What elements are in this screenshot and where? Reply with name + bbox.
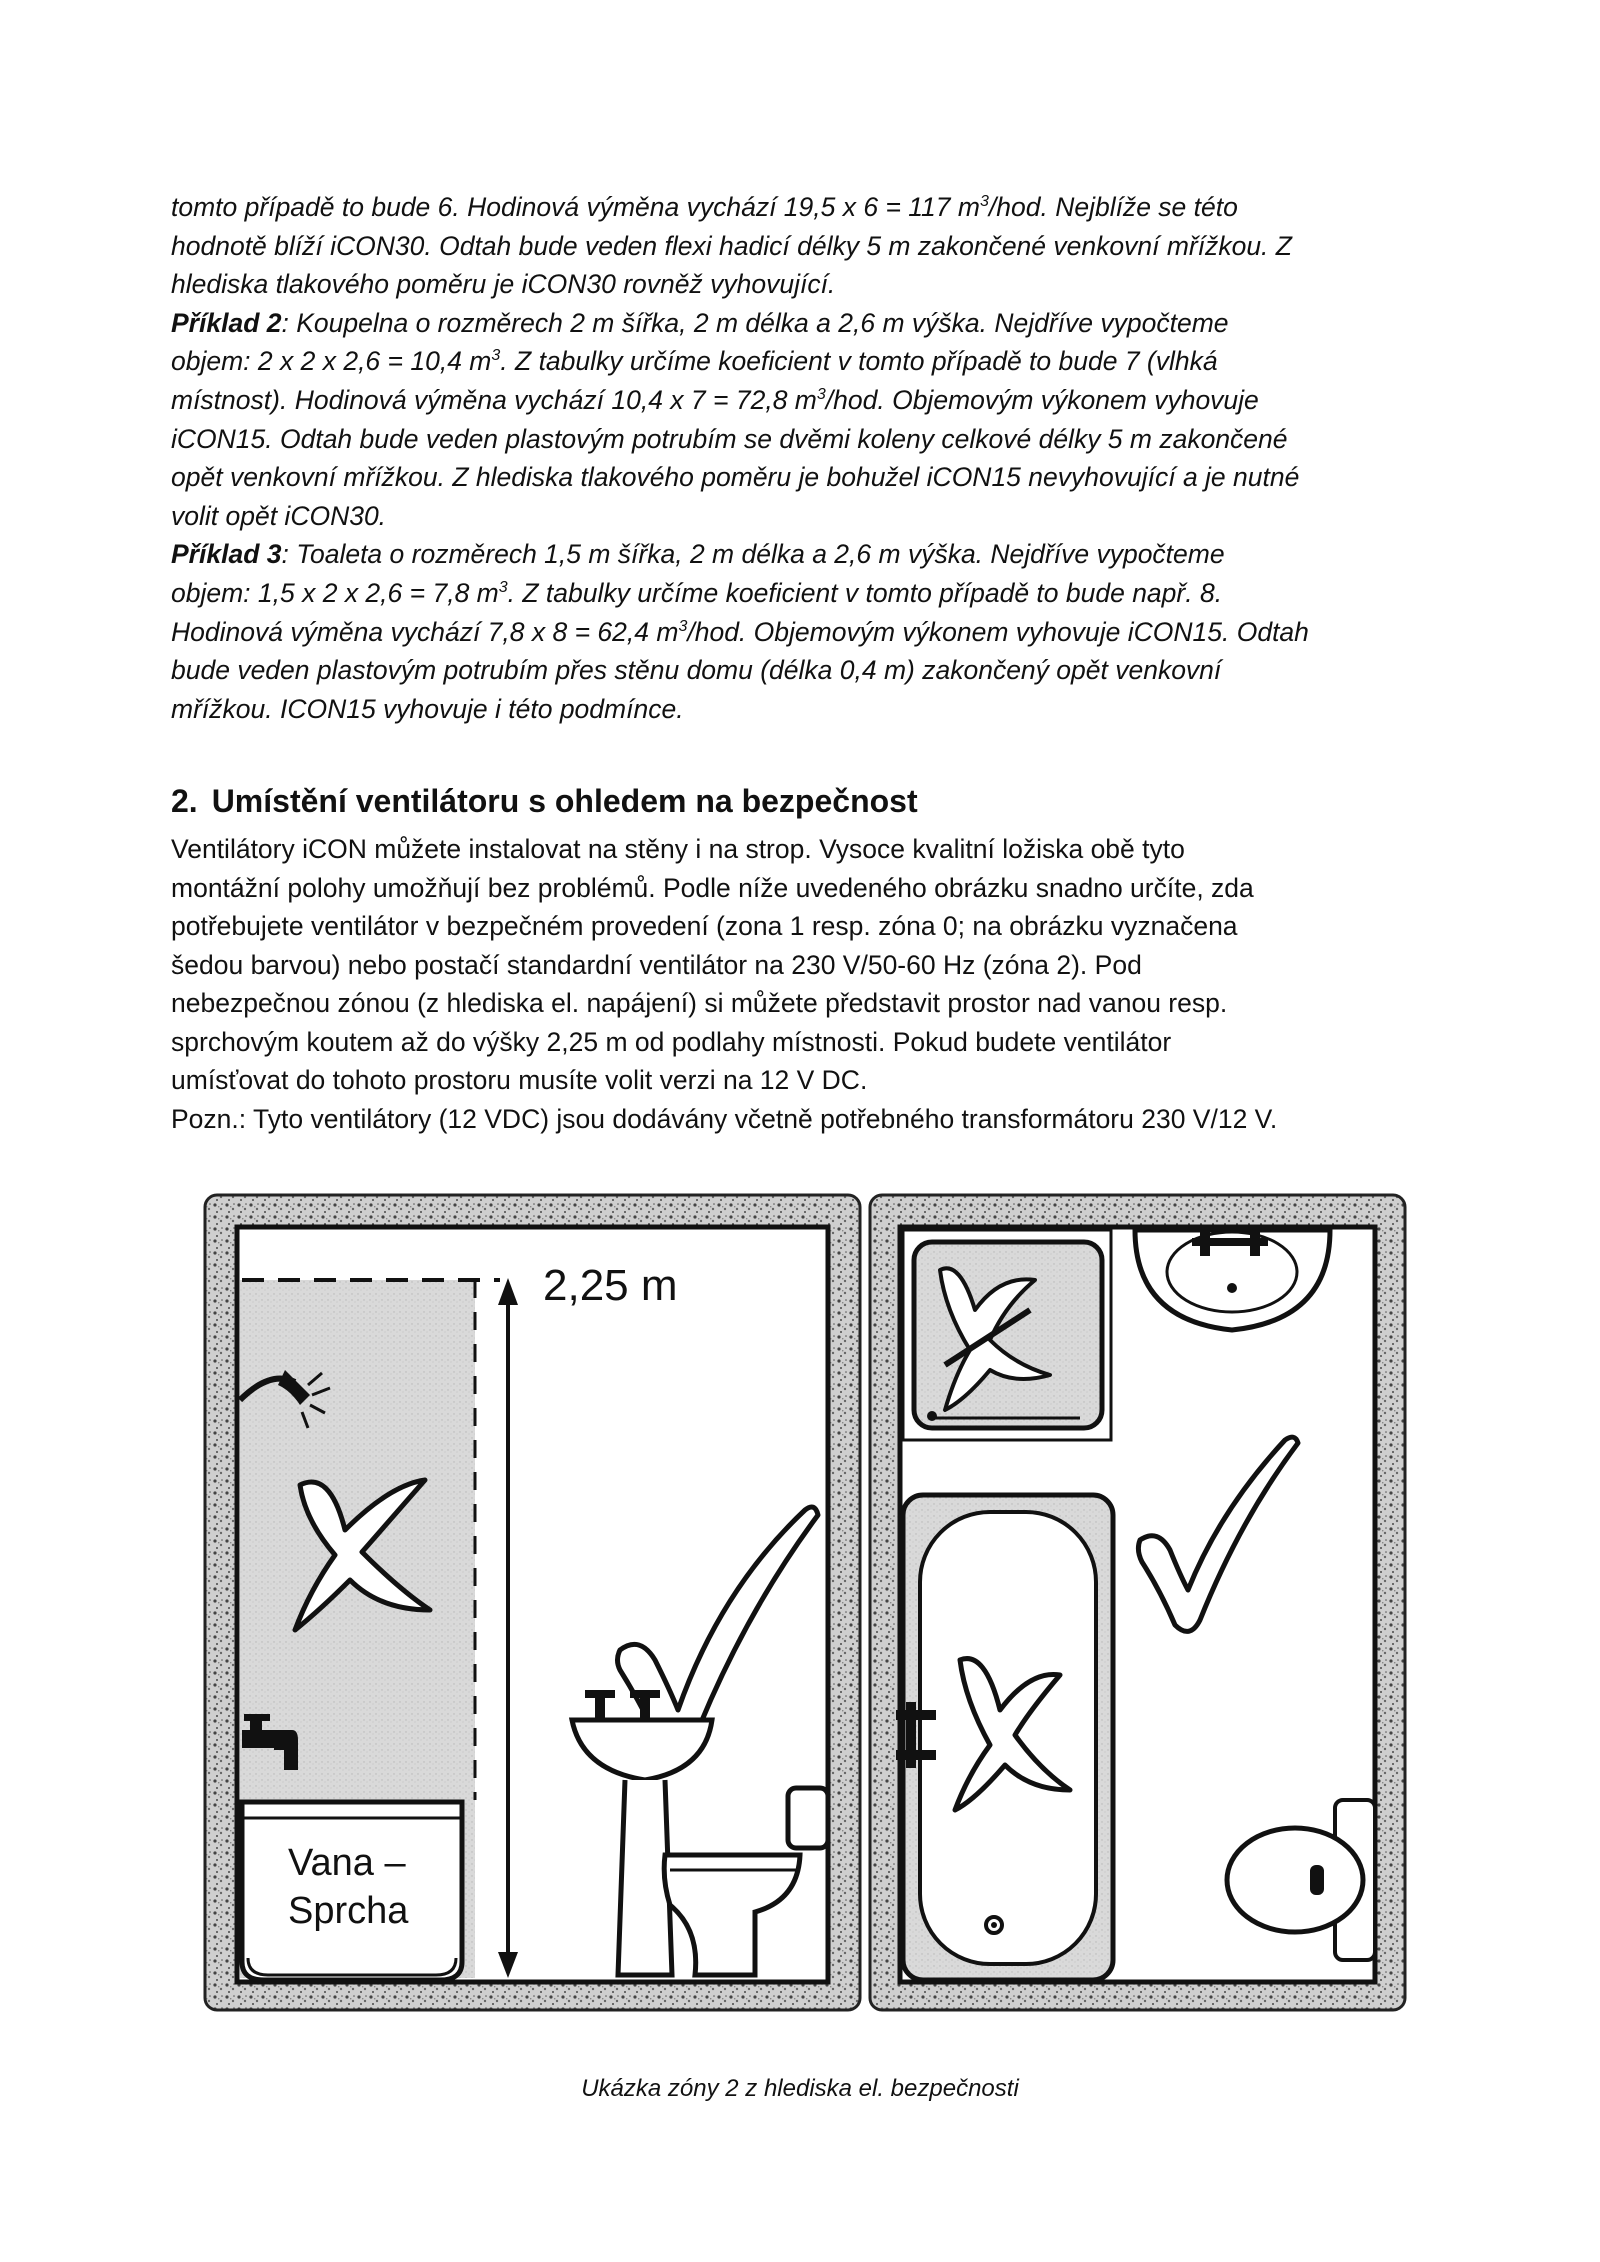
text-line: opět venkovní mřížkou. Z hlediska tlakového poměru je bohužel iCON15 nevyhovující a je nutné bbox=[171, 462, 1300, 493]
text-line: sprchovým koutem až do výšky 2,25 m od podlahy místnosti. Pokud budete ventilátor bbox=[171, 1026, 1172, 1057]
text-line: hlediska tlakového poměru je iCON30 rovněž vyhovující. bbox=[171, 269, 836, 300]
text-line: Příklad 3: Toaleta o rozměrech 1,5 m šířka, 2 m délka a 2,6 m výška. Nejdříve vypočteme bbox=[171, 539, 1225, 570]
text-line: Ventilátory iCON můžete instalovat na stěny i na strop. Vysoce kvalitní ložiska obě tyto bbox=[171, 834, 1185, 864]
text-line: mřížkou. ICON15 vyhovuje i této podmínce. bbox=[171, 693, 684, 724]
example-1-continuation bbox=[171, 188, 1441, 304]
example-label: Příklad 2 bbox=[171, 307, 282, 338]
text-line: šedou barvou) nebo postačí standardní ventilátor na 230 V/50-60 Hz (zóna 2). Pod bbox=[171, 949, 1142, 980]
text-line: objem: 1,5 x 2 x 2,6 = 7,8 $m^3$. Z tabulky určíme koeficient v tomto případě to bude např. 8. bbox=[171, 577, 1223, 608]
section-title: Umístění ventilátoru s ohledem na bezpečnost bbox=[211, 783, 918, 819]
text-line: potřebujete ventilátor v bezpečném provedení (zona 1 resp. zóna 0; na obrázku vyznačena bbox=[171, 911, 1238, 941]
section-number: 2. bbox=[171, 783, 198, 819]
text-line: Příklad 2: Koupelna o rozměrech 2 m šířka, 2 m délka a 2,6 m výška. Nejdříve vypočteme bbox=[171, 307, 1229, 338]
text-line: nebezpečnou zónou (z hlediska el. napájení) si můžete představit prostor nad vanou resp. bbox=[171, 988, 1228, 1018]
text-line: bude veden plastovým potrubím přes stěnu domu (délka 0,4 m) zakončený opět venkovní bbox=[171, 655, 1222, 686]
text-line: montážní polohy umožňují bez problémů. Podle níže uvedeného obrázku snadno určíte, zda bbox=[171, 872, 1254, 903]
top-view-panel bbox=[870, 1195, 1405, 2010]
tub-label-line2: Sprcha bbox=[288, 1890, 409, 1932]
text-line: objem: 2 x 2 x 2,6 = 10,4 $m^3$. Z tabulky určíme koeficient v tomto případě to bude 7 (vlhká bbox=[171, 346, 1218, 377]
figure-caption: Ukázka zóny 2 z hlediska el. bezpečnosti bbox=[581, 2075, 1019, 2102]
example-3 bbox=[171, 535, 1441, 728]
side-view-panel bbox=[205, 1195, 860, 2010]
text-line: místnost). Hodinová výměna vychází 10,4 x 7 = 72,8 $m^3$/hod. Objemovým výkonem vyhovuje bbox=[171, 384, 1259, 415]
tub-label-line1: Vana – bbox=[288, 1842, 406, 1884]
calculation-examples bbox=[171, 188, 1441, 728]
text-line: Hodinová výměna vychází 7,8 x 8 = 62,4 $m^3$/hod. Objemovým výkonem vyhovuje iCON15. Odtah bbox=[171, 616, 1309, 647]
example-2 bbox=[171, 304, 1441, 536]
example-label: Příklad 3 bbox=[171, 539, 282, 570]
text-line: Pozn.: Tyto ventilátory (12 VDC) jsou dodávány včetně potřebného transformátoru 230 V/12 V. bbox=[171, 1103, 1278, 1134]
text-line: iCON15. Odtah bude veden plastovým potrubím se dvěmi koleny celkové délky 5 m zakončené bbox=[171, 423, 1288, 454]
text-line: umísťovat do tohoto prostoru musíte volit verzi na 12 V DC. bbox=[171, 1065, 868, 1095]
text-line: volit opět iCON30. bbox=[171, 500, 387, 531]
height-label: 2,25 m bbox=[543, 1261, 678, 1310]
text-line: hodnotě blíží iCON30. Odtah bude veden flexi hadicí délky 5 m zakončené venkovní mřížkou. Z bbox=[171, 230, 1292, 261]
section-body bbox=[171, 830, 1471, 1138]
section-heading bbox=[171, 783, 918, 820]
bathroom-safety-zones-figure bbox=[200, 1190, 1410, 2015]
text-line: tomto případě to bude 6. Hodinová výměna vychází 19,5 x 6 = 117 $m^3$/hod. Nejblíže se této bbox=[171, 192, 1238, 222]
